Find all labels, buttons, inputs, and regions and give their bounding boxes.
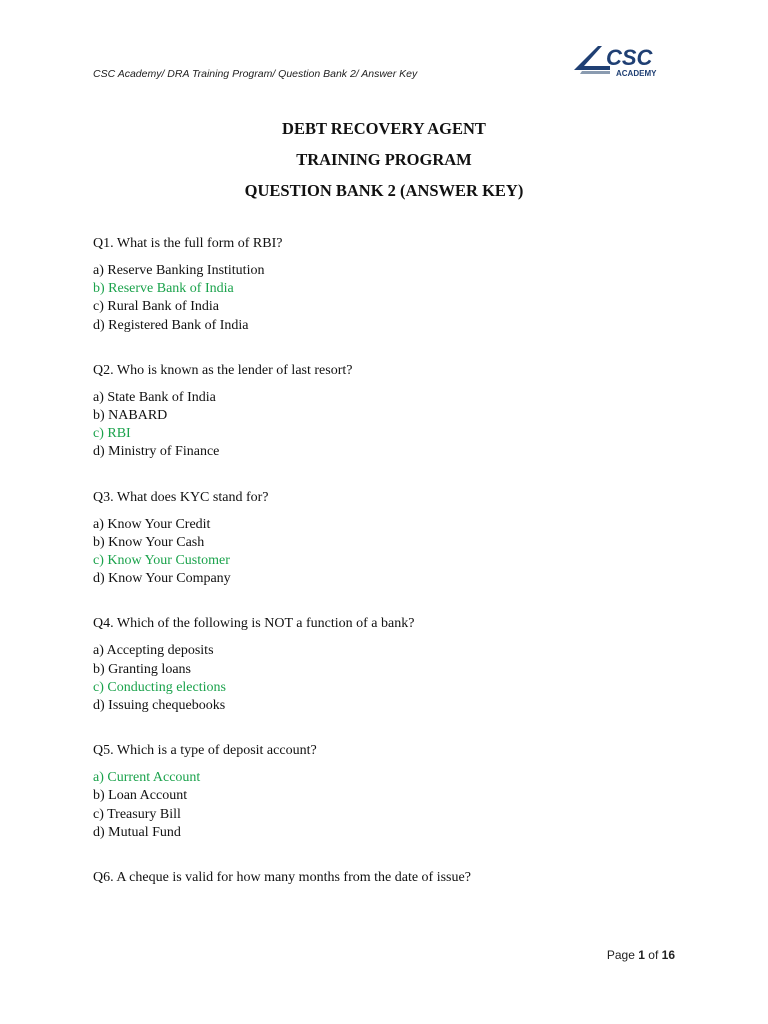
option-c: c) Treasury Bill [93,806,181,822]
document-title [0,113,768,206]
option-a: a) State Bank of India [93,389,216,405]
title-line-3: QUESTION BANK 2 (ANSWER KEY) [244,181,524,200]
of-word: of [648,948,659,962]
question-6 [93,869,713,887]
question-text: Q3. What does KYC stand for? [93,489,269,505]
page-word: Page [606,948,635,962]
option-b-correct-answer: b) Reserve Bank of India [93,281,234,297]
question-text: Q2. Who is known as the lender of last resort? [93,362,353,378]
option-c-correct-answer: c) RBI [93,426,131,442]
page-total: 16 [661,948,675,962]
option-d: d) Know Your Company [93,571,231,587]
option-b: b) Loan Account [93,788,188,804]
question-2 [93,362,713,462]
option-a: a) Reserve Banking Institution [93,263,265,278]
option-b: b) NABARD [93,408,168,424]
page-number [607,948,675,962]
option-a: a) Accepting deposits [93,643,214,659]
title-line-2: TRAINING PROGRAM [296,150,472,169]
option-c-correct-answer: c) Conducting elections [93,679,226,695]
header-breadcrumb: CSC Academy/ DRA Training Program/ Question Bank 2/ Answer Key [93,68,418,80]
question-list [93,235,713,914]
question-text: Q5. Which is a type of deposit account? [93,743,317,759]
option-d: d) Issuing chequebooks [93,698,226,714]
csc-academy-logo [570,40,674,80]
option-c-correct-answer: c) Know Your Customer [93,553,230,569]
option-d: d) Ministry of Finance [93,444,220,460]
question-3 [93,489,713,589]
option-a-correct-answer: a) Current Account [93,770,201,786]
title-line-1: DEBT RECOVERY AGENT [282,119,486,138]
question-text: Q6. A cheque is valid for how many months from the date of issue? [93,870,471,886]
option-b: b) Granting loans [93,661,191,677]
option-c: c) Rural Bank of India [93,299,219,315]
logo-subtext: ACADEMY [616,69,657,78]
question-4 [93,615,713,715]
question-text: Q1. What is the full form of RBI? [93,236,283,251]
option-b: b) Know Your Cash [93,534,205,550]
option-a: a) Know Your Credit [93,516,211,532]
question-1 [93,235,713,335]
logo-text: CSC [606,45,653,70]
question-text: Q4. Which of the following is NOT a function of a bank? [93,616,415,632]
option-d: d) Registered Bank of India [93,317,249,333]
option-d: d) Mutual Fund [93,824,181,840]
page-current: 1 [638,948,645,962]
question-5 [93,742,713,842]
